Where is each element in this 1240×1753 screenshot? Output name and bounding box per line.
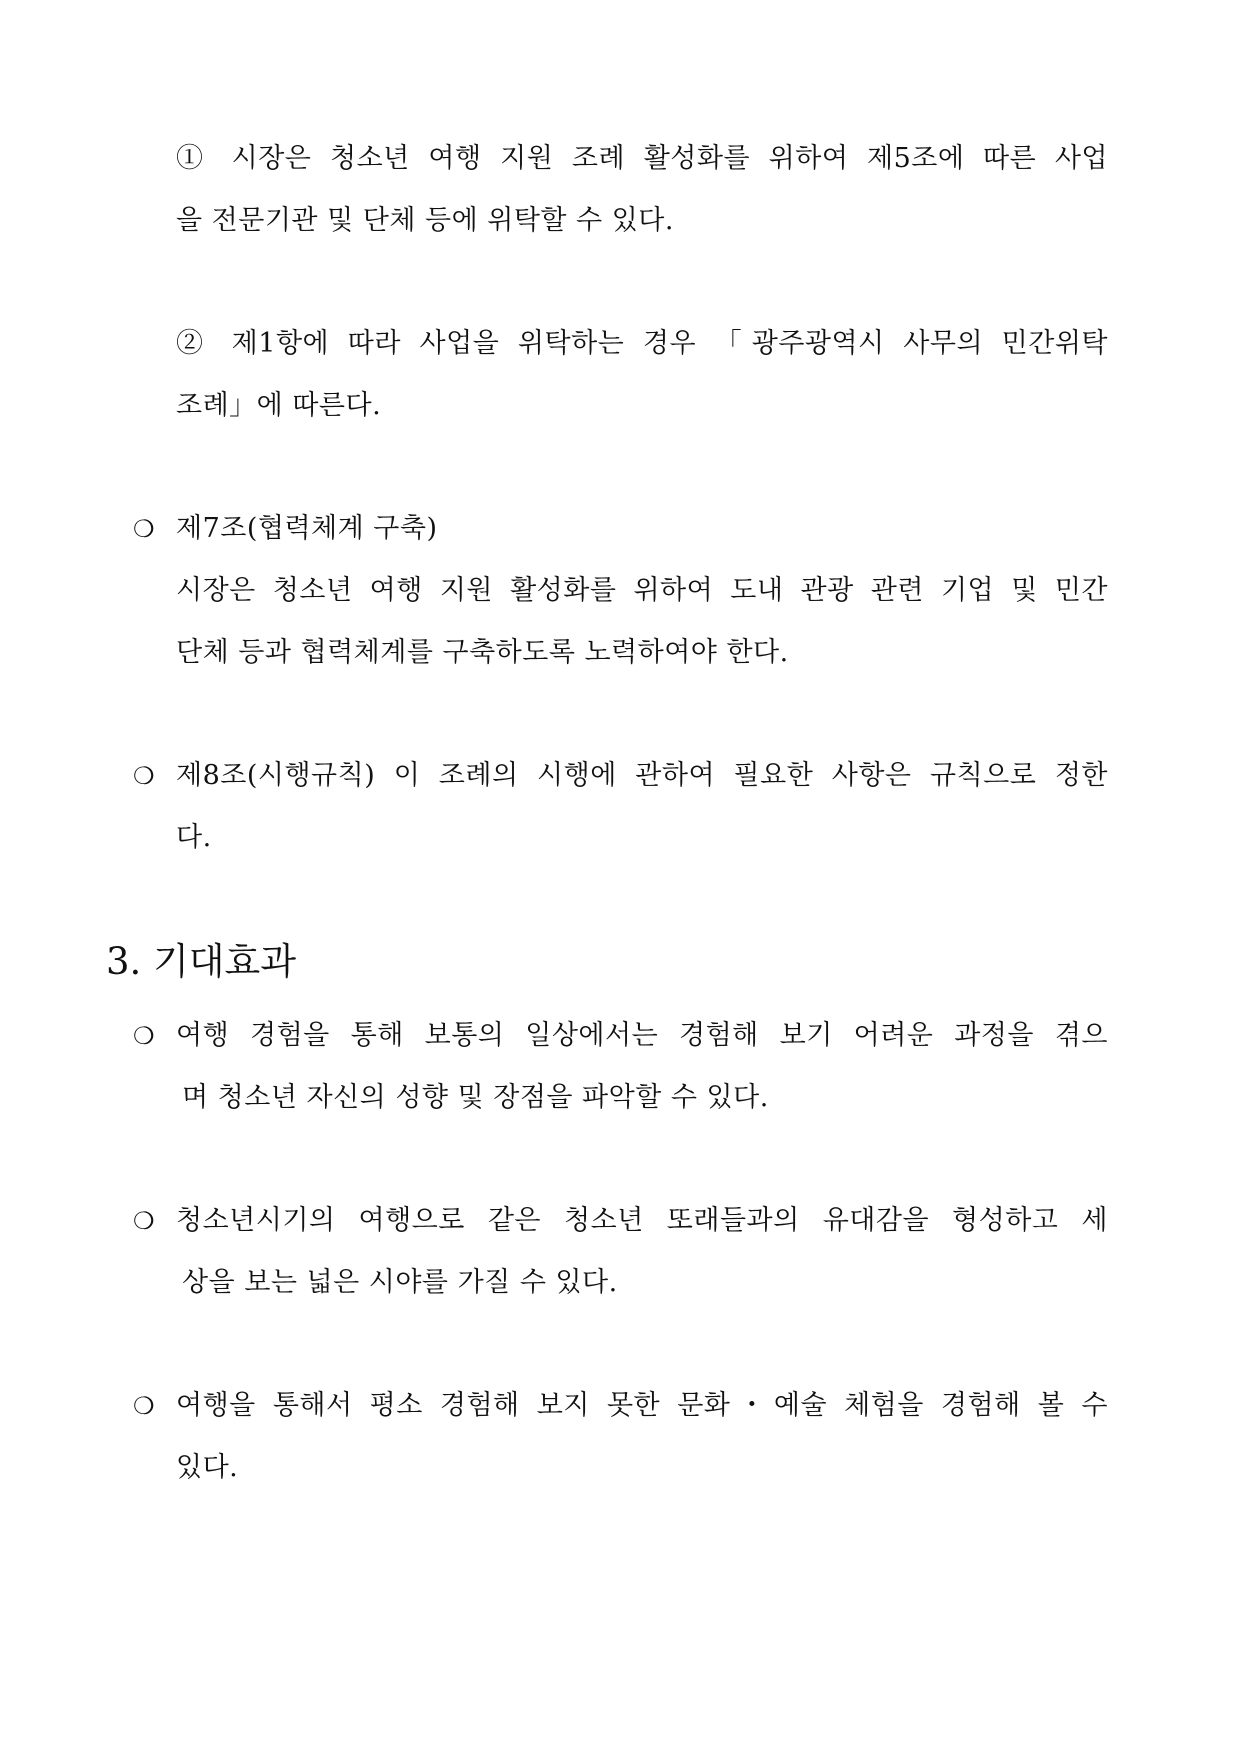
article8-line1: 제8조(시행규칙) 이 조례의 시행에 관하여 필요한 사항은 규칙으로 정한 bbox=[176, 760, 1108, 791]
bullet-circle-icon: ❍ bbox=[133, 1207, 155, 1235]
bullet-circle-icon: ❍ bbox=[133, 1392, 155, 1420]
article8-line2: 다. bbox=[176, 822, 212, 853]
effect2-line2: 상을 보는 넓은 시야를 가질 수 있다. bbox=[182, 1267, 618, 1298]
article7-title: 제7조(협력체계 구축) bbox=[176, 513, 438, 544]
effect3-line2: 있다. bbox=[176, 1452, 239, 1483]
article7-line1: 시장은 청소년 여행 지원 활성화를 위하여 도내 관광 관련 기업 및 민간 bbox=[176, 575, 1108, 606]
effect3-line1: 여행을 통해서 평소 경험해 보지 못한 문화・예술 체험을 경험해 볼 수 bbox=[176, 1390, 1108, 1421]
bullet-circle-icon: ❍ bbox=[133, 1022, 155, 1050]
article6-paragraph2-line1: ② 제1항에 따라 사업을 위탁하는 경우 「광주광역시 사무의 민간위탁 bbox=[176, 328, 1108, 359]
article6-paragraph1-line1: ① 시장은 청소년 여행 지원 조례 활성화를 위하여 제5조에 따른 사업 bbox=[176, 143, 1108, 174]
effect1-line1: 여행 경험을 통해 보통의 일상에서는 경험해 보기 어려운 과정을 겪으 bbox=[176, 1020, 1108, 1051]
article7-line2: 단체 등과 협력체계를 구축하도록 노력하여야 한다. bbox=[176, 637, 789, 668]
bullet-circle-icon: ❍ bbox=[133, 762, 155, 790]
section-heading-expected-effects: 3. 기대효과 bbox=[106, 940, 297, 983]
effect1-line2: 며 청소년 자신의 성향 및 장점을 파악할 수 있다. bbox=[182, 1082, 769, 1113]
article6-paragraph2-line2: 조례」에 따른다. bbox=[176, 390, 382, 421]
bullet-circle-icon: ❍ bbox=[133, 515, 155, 543]
article6-paragraph1-line2: 을 전문기관 및 단체 등에 위탁할 수 있다. bbox=[176, 205, 674, 236]
effect2-line1: 청소년시기의 여행으로 같은 청소년 또래들과의 유대감을 형성하고 세 bbox=[176, 1205, 1108, 1236]
